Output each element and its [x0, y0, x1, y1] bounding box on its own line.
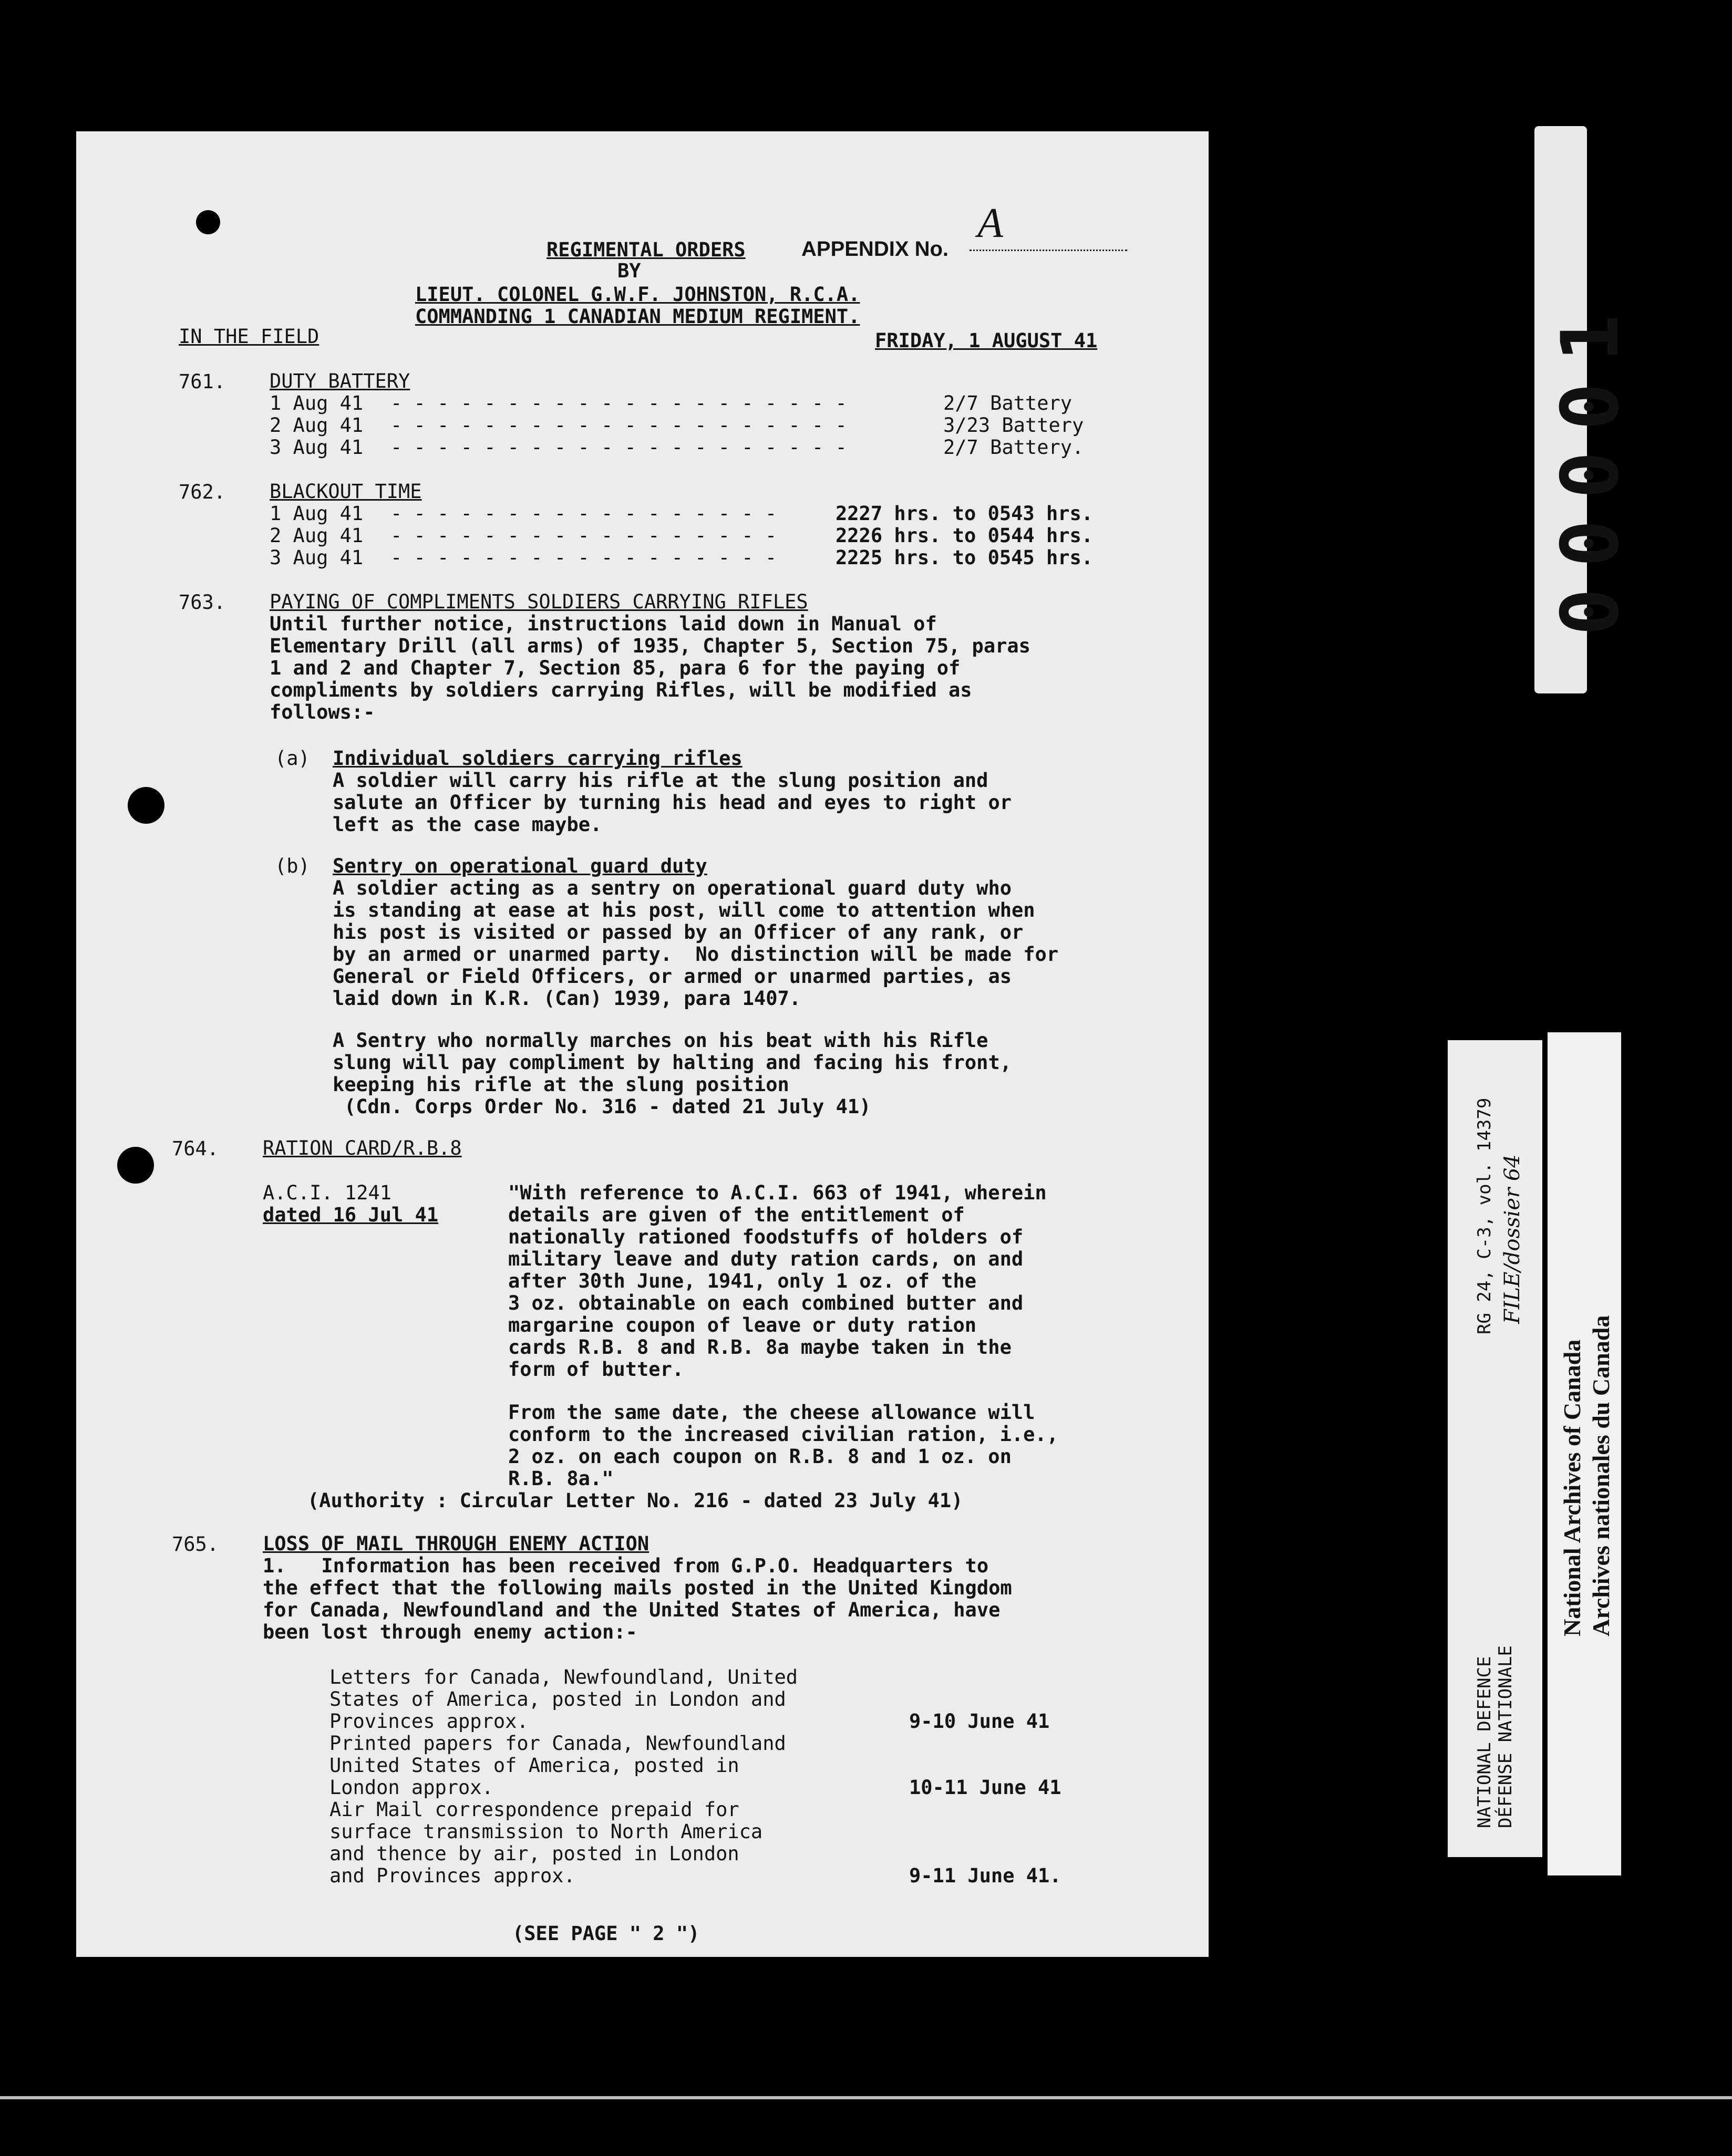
row-leader: - - - - - - - - - - - - - - - - - - - -	[390, 392, 847, 414]
row-date: 3 Aug 41	[270, 546, 364, 569]
section-number: 763.	[179, 591, 226, 614]
row-value: 2/7 Battery.	[943, 436, 1084, 459]
row-leader: - - - - - - - - - - - - - - - - -	[390, 502, 777, 525]
punch-hole	[128, 787, 164, 824]
subpara-body: A soldier will carry his rifle at the slung position and salute an Officer by turning his head and eyes to right or left as the case maybe.	[333, 769, 1012, 836]
subpara-heading: Individual soldiers carrying rifles	[333, 747, 743, 770]
defence-en: NATIONAL DEFENCE	[1474, 1656, 1495, 1828]
section-number: 764.	[172, 1137, 219, 1160]
section-body: "With reference to A.C.I. 663 of 1941, wherein details are given of the entitlement of nationally rationed foodstuffs of holders of military leave and duty ration cards, on and after 30th June, 1941, only 1 oz. of the 3 oz. obtainable on each combined butter and margarine coupon of leave or duty ration cards R.B. 8 and R.B. 8a maybe taken in the form of butter.	[508, 1181, 1047, 1381]
defence-fr: DÉFENSE NATIONALE	[1495, 1645, 1516, 1828]
section-number: 762.	[179, 481, 226, 503]
appendix-label: APPENDIX No.	[801, 237, 949, 261]
row-date: 2 Aug 41	[270, 414, 364, 437]
archive-file: FILE/dossier 64	[1500, 1154, 1524, 1324]
section-heading: DUTY BATTERY	[270, 370, 410, 392]
archive-stamp	[1548, 1032, 1621, 1875]
mail-item: Air Mail correspondence prepaid for surface transmission to North America and thence by air, posted in London and Provinces approx.	[329, 1798, 763, 1887]
appendix-underline	[970, 250, 1127, 251]
section-body: From the same date, the cheese allowance will conform to the increased civilian ration, i.e., 2 oz. on each coupon on R.B. 8 and 1 oz. on R.B. 8a."	[508, 1401, 1058, 1490]
orders-title: REGIMENTAL ORDERS	[547, 239, 746, 261]
subpara-label: (b)	[275, 855, 310, 877]
page-footer: (SEE PAGE " 2 ")	[512, 1922, 700, 1945]
section-heading: LOSS OF MAIL THROUGH ENEMY ACTION	[263, 1532, 650, 1555]
section-heading: RATION CARD/R.B.8	[263, 1137, 462, 1159]
film-edge	[0, 2096, 1732, 2099]
subpara-heading: Sentry on operational guard duty	[333, 855, 707, 877]
aci-date: dated 16 Jul 41	[263, 1204, 439, 1226]
punch-hole	[117, 1147, 154, 1184]
film-frame-number: 00001	[1534, 126, 1587, 693]
subpara-label: (a)	[275, 747, 310, 770]
subpara-body: A soldier acting as a sentry on operational guard duty who is standing at ease at his post, will come to attention when his post is visited or passed by an Officer of any rank, or by an armed or unarmed party. No distinction will be made for General or Field Officers, or armed or unarmed parties, as laid down in K.R. (Can) 1939, para 1407.	[333, 877, 1059, 1010]
row-leader: - - - - - - - - - - - - - - - - - - - -	[390, 414, 847, 437]
row-leader: - - - - - - - - - - - - - - - - -	[390, 546, 777, 569]
archive-label	[1448, 1040, 1542, 1857]
section-heading: PAYING OF COMPLIMENTS SOLDIERS CARRYING RIFLES	[270, 590, 808, 613]
punch-hole	[196, 210, 220, 234]
row-leader: - - - - - - - - - - - - - - - - - - - -	[390, 436, 847, 459]
archives-fr: Archives nationales du Canada	[1587, 1315, 1614, 1636]
orders-by: BY	[617, 260, 641, 282]
row-value: 3/23 Battery	[943, 414, 1084, 437]
archives-en: National Archives of Canada	[1559, 1339, 1585, 1636]
order-date: FRIDAY, 1 AUGUST 41	[875, 329, 1098, 352]
appendix-value: A	[977, 200, 1003, 246]
mail-date: 9-11 June 41.	[909, 1864, 1061, 1887]
row-value: 2227 hrs. to 0543 hrs.	[836, 502, 1094, 525]
location: IN THE FIELD	[179, 325, 319, 348]
mail-date: 9-10 June 41	[909, 1710, 1050, 1733]
aci-reference: A.C.I. 1241	[263, 1181, 392, 1204]
officer-name: LIEUT. COLONEL G.W.F. JOHNSTON, R.C.A.	[415, 283, 860, 306]
row-value: 2225 hrs. to 0545 hrs.	[836, 546, 1094, 569]
authority: (Authority : Circular Letter No. 216 - dated 23 July 41)	[307, 1489, 963, 1512]
archive-reference: RG 24, C-3, vol. 14379	[1474, 1097, 1495, 1334]
row-date: 1 Aug 41	[270, 392, 364, 414]
mail-item: Letters for Canada, Newfoundland, United States of America, posted in London and Provinces approx.	[329, 1666, 798, 1733]
command-line: COMMANDING 1 CANADIAN MEDIUM REGIMENT.	[415, 305, 860, 328]
row-value: 2/7 Battery	[943, 392, 1073, 414]
reference: (Cdn. Corps Order No. 316 - dated 21 July 41)	[344, 1095, 871, 1118]
row-date: 3 Aug 41	[270, 436, 364, 459]
section-number: 765.	[172, 1533, 219, 1556]
section-body: Until further notice, instructions laid down in Manual of Elementary Drill (all arms) of 1935, Chapter 5, Section 75, paras 1 and 2 and Chapter 7, Section 85, para 6 for the paying of compliments by soldiers carrying Rifles, will be modified as follows:-	[270, 613, 1030, 723]
section-number: 761.	[179, 370, 226, 393]
row-date: 1 Aug 41	[270, 502, 364, 525]
row-leader: - - - - - - - - - - - - - - - - -	[390, 524, 777, 547]
mail-item: Printed papers for Canada, Newfoundland United States of America, posted in London approx.	[329, 1732, 786, 1799]
section-body: 1. Information has been received from G.P.O. Headquarters to the effect that the following mails posted in the United Kingdom for Canada, Newfoundland and the United States of America, have been lost through enemy action:-	[263, 1554, 1012, 1643]
section-heading: BLACKOUT TIME	[270, 480, 422, 503]
row-date: 2 Aug 41	[270, 524, 364, 547]
document-page	[76, 131, 1209, 1957]
mail-date: 10-11 June 41	[909, 1776, 1061, 1799]
row-value: 2226 hrs. to 0544 hrs.	[836, 524, 1094, 547]
subpara-body: A Sentry who normally marches on his beat with his Rifle slung will pay compliment by halting and facing his front, keeping his rifle at the slung position	[333, 1029, 1012, 1096]
